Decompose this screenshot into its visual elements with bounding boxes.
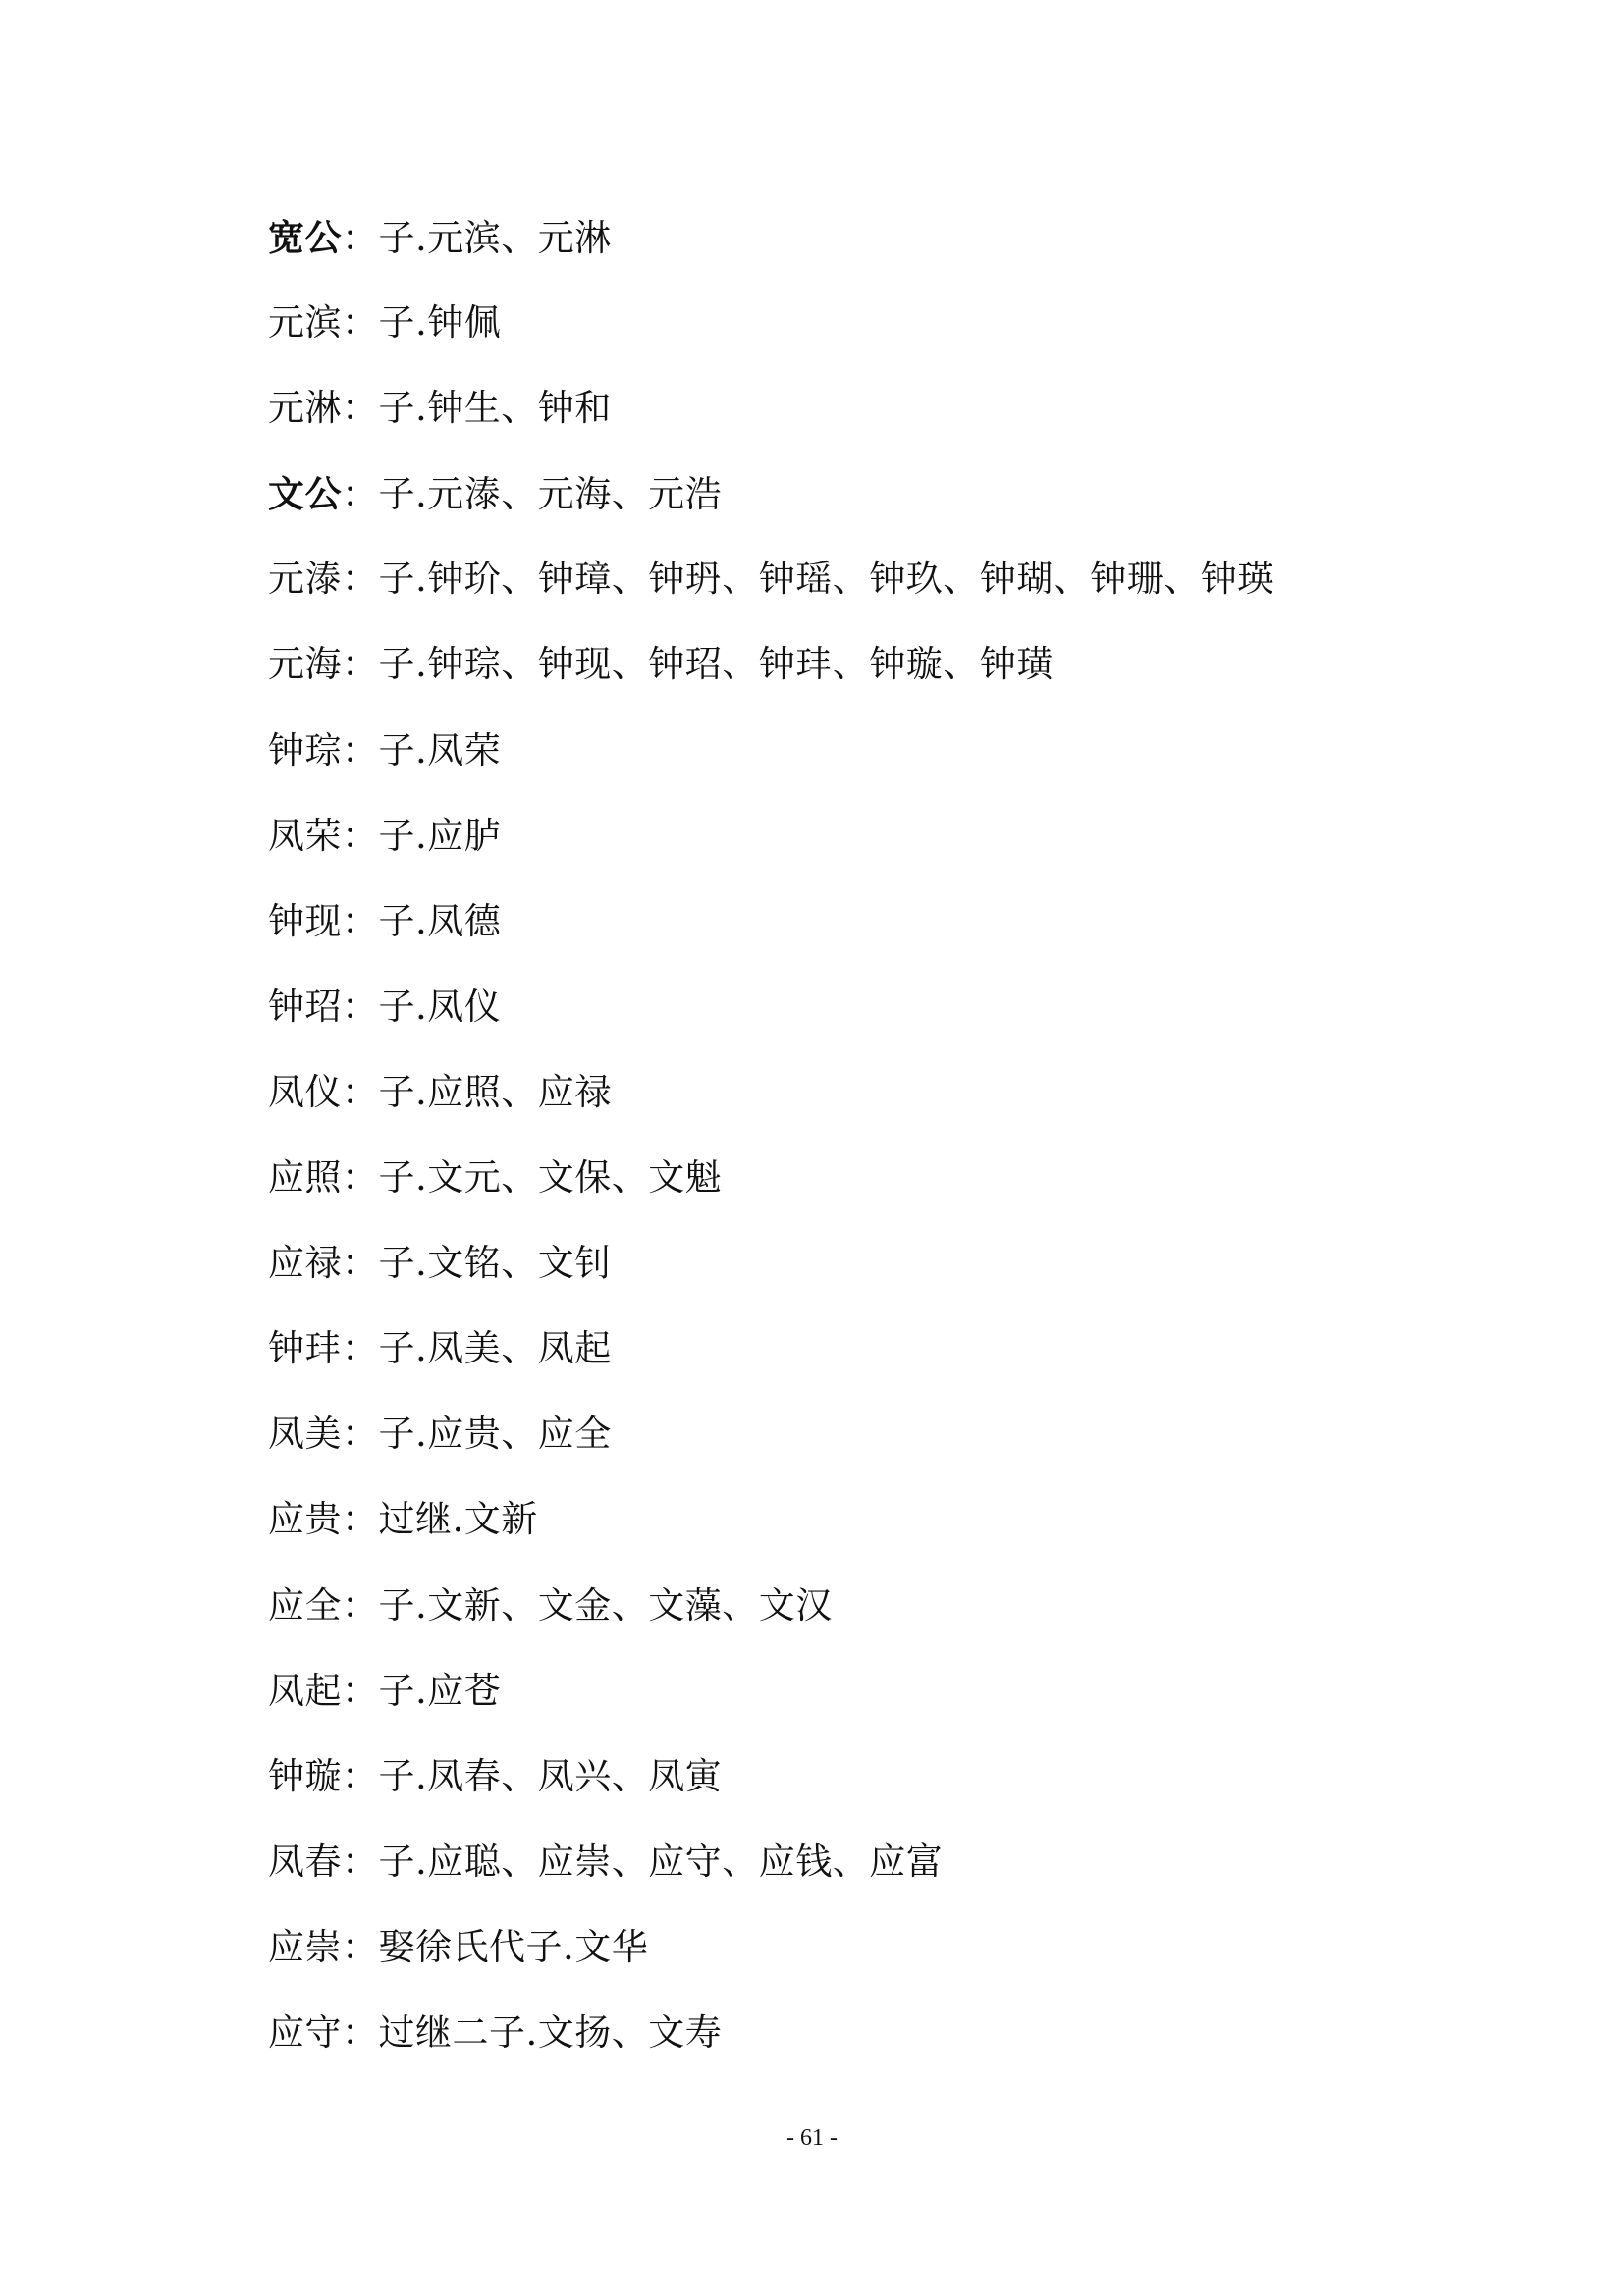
genealogy-entry: [268, 721, 1446, 807]
entry-descendants: 娶徐氏代子.文华: [378, 1925, 649, 1968]
entry-name: 应贵: [268, 1498, 342, 1541]
entry-name: 凤起: [268, 1669, 342, 1712]
entry-separator: ：: [342, 728, 379, 772]
entry-separator: ：: [342, 899, 379, 942]
entry-separator: ：: [342, 2010, 379, 2054]
genealogy-entry: [268, 379, 1446, 464]
genealogy-entry: [268, 294, 1446, 379]
entry-descendants: 子.应苍: [378, 1669, 502, 1712]
entry-separator: ：: [342, 1242, 379, 1285]
genealogy-entry: [268, 1747, 1446, 1833]
entry-descendants: 子.文铭、文钊: [378, 1242, 612, 1285]
entry-name: 应禄: [268, 1242, 342, 1285]
genealogy-entry: [268, 1063, 1446, 1148]
entry-descendants: 子.元溙、元海、元浩: [378, 473, 723, 516]
entry-descendants: 子.凤荣: [378, 728, 502, 772]
entry-name: 宽公: [268, 216, 342, 259]
entry-descendants: 子.钟佩: [378, 301, 502, 345]
genealogy-entry: [268, 978, 1446, 1063]
entry-name: 元溙: [268, 558, 342, 601]
genealogy-entry: [268, 1234, 1446, 1319]
genealogy-entry-list: [268, 208, 1446, 2089]
genealogy-entry: [268, 1833, 1446, 1918]
entry-separator: ：: [342, 1925, 379, 1968]
entry-name: 钟璇: [268, 1754, 342, 1797]
entry-name: 元滨: [268, 301, 342, 345]
genealogy-entry: [268, 1918, 1446, 2003]
entry-separator: ：: [342, 814, 379, 857]
entry-descendants: 过继二子.文扬、文寿: [378, 2010, 723, 2054]
genealogy-entry: [268, 550, 1446, 635]
entry-separator: ：: [342, 985, 379, 1028]
entry-name: 凤春: [268, 1840, 342, 1883]
genealogy-entry: [268, 807, 1446, 892]
genealogy-entry: [268, 1490, 1446, 1575]
entry-name: 元淋: [268, 387, 342, 430]
genealogy-entry: [268, 1405, 1446, 1490]
entry-descendants: 子.应贵、应全: [378, 1413, 612, 1456]
genealogy-entry: [268, 892, 1446, 978]
entry-separator: ：: [342, 1754, 379, 1797]
genealogy-entry: [268, 464, 1446, 550]
entry-descendants: 子.钟生、钟和: [378, 387, 612, 430]
entry-descendants: 子.文新、文金、文藻、文汉: [378, 1583, 833, 1627]
entry-separator: ：: [342, 1413, 379, 1456]
entry-separator: ：: [342, 1840, 379, 1883]
entry-separator: ：: [342, 217, 379, 259]
entry-descendants: 过继.文新: [378, 1498, 538, 1541]
entry-separator: ：: [342, 387, 379, 430]
entry-descendants: 子.钟琮、钟现、钟玿、钟玤、钟璇、钟璜: [378, 643, 1054, 686]
entry-separator: ：: [342, 1583, 379, 1627]
entry-name: 应守: [268, 2010, 342, 2054]
entry-descendants: 子.凤美、凤起: [378, 1327, 612, 1370]
entry-separator: ：: [342, 301, 379, 345]
genealogy-entry: [268, 1148, 1446, 1234]
entry-descendants: 子.应聪、应崇、应守、应钱、应富: [378, 1840, 944, 1883]
entry-separator: ：: [342, 1070, 379, 1113]
entry-name: 钟玿: [268, 985, 342, 1028]
genealogy-entry: [268, 1662, 1446, 1747]
entry-name: 文公: [268, 472, 342, 516]
entry-name: 凤荣: [268, 814, 342, 857]
entry-separator: ：: [342, 1498, 379, 1541]
genealogy-entry: [268, 2003, 1446, 2089]
entry-descendants: 子.钟玠、钟璋、钟玬、钟瑶、钟玖、钟瑚、钟珊、钟瑛: [378, 558, 1274, 601]
entry-separator: ：: [342, 643, 379, 686]
entry-descendants: 子.凤仪: [378, 985, 502, 1028]
genealogy-entry: [268, 208, 1446, 294]
entry-descendants: 子.文元、文保、文魁: [378, 1156, 723, 1200]
entry-name: 应全: [268, 1583, 342, 1627]
entry-name: 元海: [268, 643, 342, 686]
entry-separator: ：: [342, 1156, 379, 1200]
entry-name: 钟琮: [268, 728, 342, 772]
entry-descendants: 子.应胪: [378, 814, 502, 857]
entry-name: 钟玤: [268, 1327, 342, 1370]
entry-separator: ：: [342, 1327, 379, 1370]
entry-separator: ：: [342, 558, 379, 601]
genealogy-entry: [268, 1576, 1446, 1662]
entry-name: 凤美: [268, 1413, 342, 1456]
entry-descendants: 子.凤德: [378, 899, 502, 942]
entry-name: 钟现: [268, 899, 342, 942]
entry-descendants: 子.凤春、凤兴、凤寅: [378, 1754, 723, 1797]
genealogy-entry: [268, 635, 1446, 721]
entry-name: 应照: [268, 1156, 342, 1200]
genealogy-entry: [268, 1319, 1446, 1405]
page-number: - 61 -: [786, 2125, 838, 2151]
entry-name: 应崇: [268, 1925, 342, 1968]
entry-separator: ：: [342, 1669, 379, 1712]
entry-descendants: 子.元滨、元淋: [378, 217, 612, 259]
entry-separator: ：: [342, 473, 379, 516]
entry-name: 凤仪: [268, 1070, 342, 1113]
entry-descendants: 子.应照、应禄: [378, 1070, 612, 1113]
